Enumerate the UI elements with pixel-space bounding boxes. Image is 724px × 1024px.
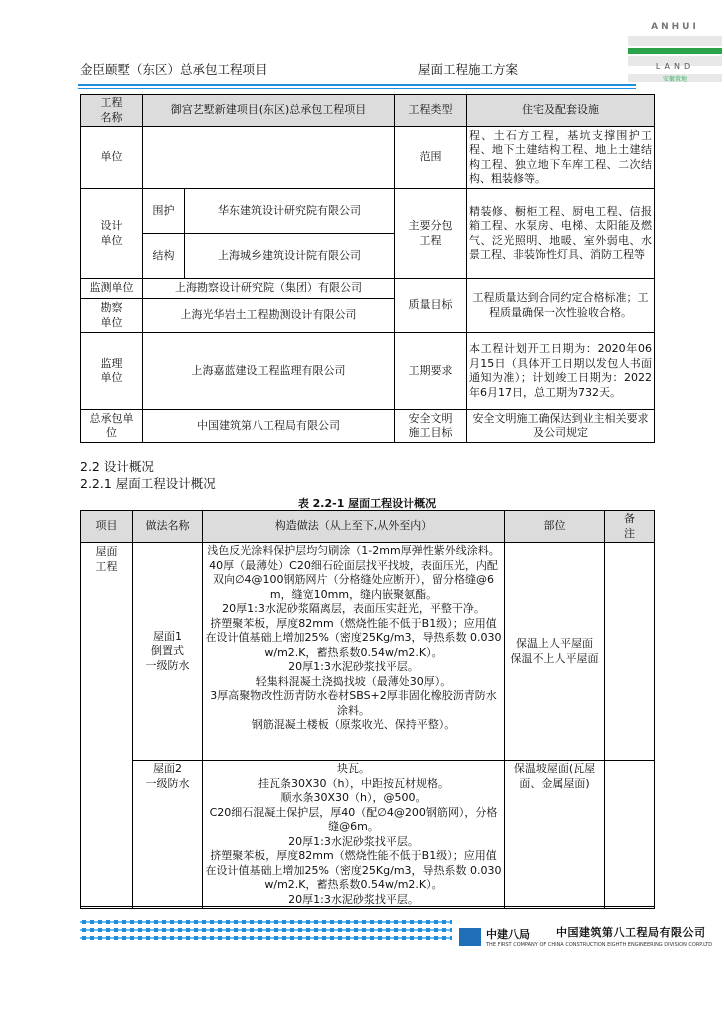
footer-tick	[82, 928, 86, 932]
footer-company-english: THE FIRST COMPANY OF CHINA CONSTRUCTION EIGHTH ENGINEERING DIVISION CORP.LTD	[486, 942, 713, 948]
footer-tick	[418, 928, 422, 932]
cell-label: 单位	[81, 127, 143, 189]
cell-construction	[203, 543, 505, 761]
footer-tick	[186, 928, 190, 932]
footer-tick	[394, 936, 398, 940]
footer-tick	[250, 920, 254, 924]
footer-tick	[426, 928, 430, 932]
footer-tick	[114, 928, 118, 932]
label-safety-goal: 安全文明 施工目标	[408, 411, 453, 439]
footer-tick	[370, 928, 374, 932]
footer-tick	[106, 920, 110, 924]
footer-tick	[226, 920, 230, 924]
footer-tick	[218, 928, 222, 932]
footer-tick	[202, 936, 206, 940]
table-row	[81, 333, 655, 410]
footer-tick	[178, 920, 182, 924]
footer-tick	[330, 920, 334, 924]
cell-label	[81, 299, 143, 333]
footer-tick	[442, 928, 446, 932]
footer-tick	[210, 936, 214, 940]
cell-value: 中国建筑第八工程局有限公司	[143, 410, 395, 443]
footer-tick	[322, 936, 326, 940]
footer-tick	[338, 920, 342, 924]
cell-value: 本工程计划开工日期为：2020年06月15日（具体开工日期以发包人书面通知为准）；计划竣工日期为：2022年6月17日，总工期为732天。	[467, 333, 655, 410]
footer-tick	[354, 928, 358, 932]
cell-value-empty	[143, 127, 395, 189]
footer-tick	[346, 936, 350, 940]
footer-tick	[290, 920, 294, 924]
cell-label	[81, 410, 143, 443]
footer-tick	[298, 928, 302, 932]
footer-tick	[362, 920, 366, 924]
footer-tick	[130, 928, 134, 932]
header-remarks	[605, 511, 655, 543]
cell-label: 监测单位	[81, 279, 143, 299]
footer-tick	[202, 920, 206, 924]
footer-tick	[450, 920, 452, 924]
footer-tick	[266, 928, 270, 932]
footer-tick	[114, 920, 118, 924]
label-project-name: 工程 名称	[100, 96, 123, 124]
footer-tick	[434, 920, 438, 924]
footer-tick	[234, 936, 238, 940]
header-construction: 构造做法（从上至下,从外至内）	[203, 511, 505, 543]
label-general-contractor: 总承包单 位	[89, 411, 134, 439]
cell-remarks	[605, 543, 655, 761]
footer-tick	[250, 936, 254, 940]
footer-tick	[290, 936, 294, 940]
roof1-name: 屋面1 倒置式 一级防水	[145, 629, 190, 672]
footer-tick	[258, 920, 262, 924]
header-method-name: 做法名称	[133, 511, 203, 543]
project-label: 屋面 工程	[95, 545, 118, 573]
logo-bar	[628, 36, 722, 46]
footer-tick	[130, 920, 134, 924]
footer-tick	[90, 920, 94, 924]
footer-tick	[146, 928, 150, 932]
table-row	[81, 279, 655, 299]
label-survey-unit: 勘察 单位	[100, 301, 123, 329]
footer-tick	[418, 936, 422, 940]
footer-tick	[346, 928, 350, 932]
cell-label	[395, 189, 467, 279]
footer-tick	[146, 920, 150, 924]
footer-tick	[146, 936, 150, 940]
anhui-land-logo	[628, 22, 722, 88]
table-row	[81, 95, 655, 127]
footer-tick	[274, 920, 278, 924]
footer-tick	[330, 936, 334, 940]
header-divider-thin	[78, 88, 636, 89]
footer-tick	[186, 920, 190, 924]
footer-tick	[282, 920, 286, 924]
footer-tick	[98, 928, 102, 932]
footer-tick	[90, 936, 94, 940]
cell-label: 工期要求	[395, 333, 467, 410]
footer-tick	[418, 920, 422, 924]
footer-tick	[250, 928, 254, 932]
footer-tick	[354, 936, 358, 940]
cell-sublabel: 结构	[143, 234, 185, 279]
footer-tick	[370, 920, 374, 924]
footer-tick	[202, 928, 206, 932]
footer-tick	[434, 936, 438, 940]
footer-tick	[210, 920, 214, 924]
footer-tick	[378, 936, 382, 940]
footer-tick	[194, 920, 198, 924]
cell-method-name	[133, 761, 203, 909]
footer-tick	[322, 920, 326, 924]
cell-remarks	[605, 761, 655, 909]
label-design-unit: 设计 单位	[100, 219, 123, 247]
footer-tick	[410, 928, 414, 932]
footer-tick	[242, 920, 246, 924]
cell-label: 工程类型	[395, 95, 467, 127]
footer-tick	[410, 920, 414, 924]
footer-tick	[362, 936, 366, 940]
footer-tick	[354, 920, 358, 924]
footer-tick	[378, 920, 382, 924]
footer-tick	[426, 920, 430, 924]
footer-tick	[162, 920, 166, 924]
footer-tick	[306, 920, 310, 924]
footer-tick	[218, 936, 222, 940]
footer-tick	[266, 936, 270, 940]
footer-tick	[178, 928, 182, 932]
footer-tick	[82, 936, 86, 940]
footer-tick	[362, 928, 366, 932]
footer-tick	[178, 936, 182, 940]
section-heading-roof-design: 2.2.1 屋面工程设计概况	[80, 476, 216, 491]
footer-tick	[162, 928, 166, 932]
footer-tick	[378, 928, 382, 932]
footer-tick	[442, 920, 446, 924]
footer-tick	[306, 928, 310, 932]
cell-label: 范围	[395, 127, 467, 189]
project-overview-table	[80, 94, 655, 443]
table-row	[81, 543, 655, 761]
footer-tick	[242, 928, 246, 932]
table-row	[81, 189, 655, 234]
cscec-logo-icon	[459, 928, 481, 946]
footer-tick	[106, 936, 110, 940]
logo-text-land: LAND	[655, 62, 695, 71]
footer-tick	[130, 936, 134, 940]
footer-tick	[314, 936, 318, 940]
footer-tick	[346, 920, 350, 924]
cell-value: 安全文明施工确保达到业主相关要求及公司规定	[467, 410, 655, 443]
cell-value: 上海勘察设计研究院（集团）有限公司	[143, 279, 395, 299]
footer-tick	[170, 936, 174, 940]
footer-tick	[194, 928, 198, 932]
header-project-title: 金臣颐墅（东区）总承包工程项目	[80, 62, 268, 77]
footer-tick	[274, 928, 278, 932]
footer-tick	[226, 936, 230, 940]
footer-tick	[98, 920, 102, 924]
footer-tick	[330, 928, 334, 932]
footer-tick	[282, 936, 286, 940]
footer-tick	[426, 936, 430, 940]
footer-tick	[306, 936, 310, 940]
footer-tick	[82, 920, 86, 924]
cell-method-name	[133, 543, 203, 761]
table-caption: 表 2.2-1 屋面工程设计概况	[297, 497, 437, 510]
footer-tick	[242, 936, 246, 940]
section-heading-design-overview: 2.2 设计概况	[80, 459, 154, 474]
header-divider	[78, 84, 636, 86]
roof1-location: 保温上人平屋面 保温不上人平屋面	[510, 637, 599, 665]
footer-tick	[386, 936, 390, 940]
roof2-construction: 块瓦。 挂瓦条30X30（h），中距按瓦材规格。 顺水条30X30（h），@500。 C20细石混凝土保护层，厚40（配∅4@200钢筋网），分格缝@6m。 20厚1:3水泥砂浆找平层。 挤塑聚苯板，厚度82mm（燃烧性能不低于B1级）；应用值在设计值基础上增加25%（密度25Kg/m3，导热系数 0.030w/m2.K，蓄热系数0.54w/m2.K）。 20厚1:3水泥砂浆找平层。	[205, 762, 502, 906]
footer-tick	[386, 920, 390, 924]
footer-tick	[122, 920, 126, 924]
footer-tick	[106, 928, 110, 932]
footer-tick	[450, 928, 452, 932]
footer-tick	[274, 936, 278, 940]
footer-tick	[138, 936, 142, 940]
cell-sublabel: 围护	[143, 189, 185, 234]
roof1-construction: 浅色反光涂料保护层均匀刷涂（1-2mm厚弹性紫外线涂料。 40厚（最薄处）C20细石砼面层找平找坡，表面压光，内配双向∅4@100钢筋网片（分格缝处应断开），留分格缝@6m，缝宽10mm，缝内嵌聚氨酯。 20厚1:3水泥砂浆隔离层，表面压实赶光，平整干净。 挤塑聚苯板，厚度82mm（燃烧性能不低于B1级）；应用值在设计值基础上增加25%（密度25Kg/m3，导热系数 0.030w/m2.K，蓄热系数0.54w/m2.K）。 20厚1:3水泥砂浆找平层。 轻集料混凝土浇捣找坡（最薄处30厚）。 3厚高聚物改性沥青防水卷材SBS+2厚非固化橡胶沥青防水涂料。 钢筋混凝土楼板（原浆收光、保持平整）。	[205, 544, 502, 731]
footer-tick	[234, 928, 238, 932]
footer-tick	[90, 928, 94, 932]
roof2-name: 屋面2 一级防水	[145, 762, 190, 790]
footer-decoration	[80, 918, 452, 944]
footer-tick	[218, 920, 222, 924]
footer-tick	[234, 920, 238, 924]
footer-tick	[402, 936, 406, 940]
cell-construction	[203, 761, 505, 909]
footer-tick	[394, 920, 398, 924]
footer-tick	[162, 936, 166, 940]
cell-value: 上海嘉蓝建设工程监理有限公司	[143, 333, 395, 410]
footer-tick	[338, 928, 342, 932]
footer-tick	[154, 928, 158, 932]
header-project: 项目	[81, 511, 133, 543]
footer-tick	[194, 936, 198, 940]
cell-value: 御宫艺墅新建项目(东区)总承包工程项目	[143, 95, 395, 127]
footer-tick	[338, 936, 342, 940]
footer-tick	[314, 920, 318, 924]
label-subcontract: 主要分包 工程	[408, 219, 453, 247]
cell-value: 上海光华岩土工程勘测设计有限公司	[143, 299, 395, 333]
footer-tick	[266, 920, 270, 924]
footer-tick	[114, 936, 118, 940]
footer-tick	[450, 936, 452, 940]
cell-value: 程、土石方工程，基坑支撑围护工程、地下土建结构工程、地上土建结构工程、独立地下车库工程、二次结构、粗装修等。	[467, 127, 655, 189]
header-remarks-text: 备 注	[624, 512, 635, 540]
footer-tick	[122, 936, 126, 940]
footer-tick	[434, 928, 438, 932]
table-row	[81, 410, 655, 443]
cell-label	[395, 410, 467, 443]
logo-text-anhui: ANHUI	[651, 22, 699, 32]
footer-tick	[282, 928, 286, 932]
footer-tick	[210, 928, 214, 932]
footer-tick	[154, 936, 158, 940]
footer-tick	[226, 928, 230, 932]
cell-value: 工程质量达到合同约定合格标准；工程质量确保一次性验收合格。	[467, 279, 655, 333]
cell-value: 华东建筑设计研究院有限公司	[185, 189, 395, 234]
footer-tick	[170, 920, 174, 924]
footer-tick	[322, 928, 326, 932]
footer-tick	[442, 936, 446, 940]
cell-value: 住宅及配套设施	[467, 95, 655, 127]
footer-company-full: 中国建筑第八工程局有限公司	[556, 926, 706, 939]
logo-text-cn: 安徽置地	[662, 76, 687, 83]
footer-tick	[154, 920, 158, 924]
cell-label: 质量目标	[395, 279, 467, 333]
header-document-title: 屋面工程施工方案	[418, 62, 519, 77]
cell-label	[81, 95, 143, 127]
cell-location	[505, 543, 605, 761]
logo-green-stripe	[628, 48, 722, 54]
cell-location	[505, 761, 605, 909]
footer-tick	[370, 936, 374, 940]
table-row	[81, 761, 655, 909]
footer-tick	[298, 936, 302, 940]
footer-tick	[314, 928, 318, 932]
footer-tick	[138, 928, 142, 932]
cell-value: 精装修、橱柜工程、厨电工程、信报箱工程、水泵房、电梯、太阳能及燃气、泛光照明、地暖、室外弱电、水景工程、非装饰性灯具、消防工程等	[467, 189, 655, 279]
footer-tick	[290, 928, 294, 932]
footer-company-short: 中建八局	[486, 928, 530, 941]
footer-tick	[138, 920, 142, 924]
cell-project	[81, 543, 133, 909]
table-header-row	[81, 511, 655, 543]
footer-tick	[170, 928, 174, 932]
footer-tick	[394, 928, 398, 932]
roof-design-table	[80, 510, 655, 909]
footer-tick	[122, 928, 126, 932]
roof2-location: 保温坡屋面(瓦屋面、金属屋面)	[513, 762, 596, 790]
footer-tick	[186, 936, 190, 940]
footer-tick	[258, 928, 262, 932]
footer-divider	[80, 906, 654, 907]
cell-label	[81, 333, 143, 410]
table-row	[81, 127, 655, 189]
header-location: 部位	[505, 511, 605, 543]
footer-tick	[402, 928, 406, 932]
footer-tick	[410, 936, 414, 940]
footer-tick	[386, 928, 390, 932]
footer-tick	[258, 936, 262, 940]
label-supervision-unit: 监理 单位	[100, 356, 123, 384]
cell-value: 上海城乡建筑设计院有限公司	[185, 234, 395, 279]
footer-tick	[402, 920, 406, 924]
footer-tick	[98, 936, 102, 940]
footer-tick	[298, 920, 302, 924]
cell-label	[81, 189, 143, 279]
